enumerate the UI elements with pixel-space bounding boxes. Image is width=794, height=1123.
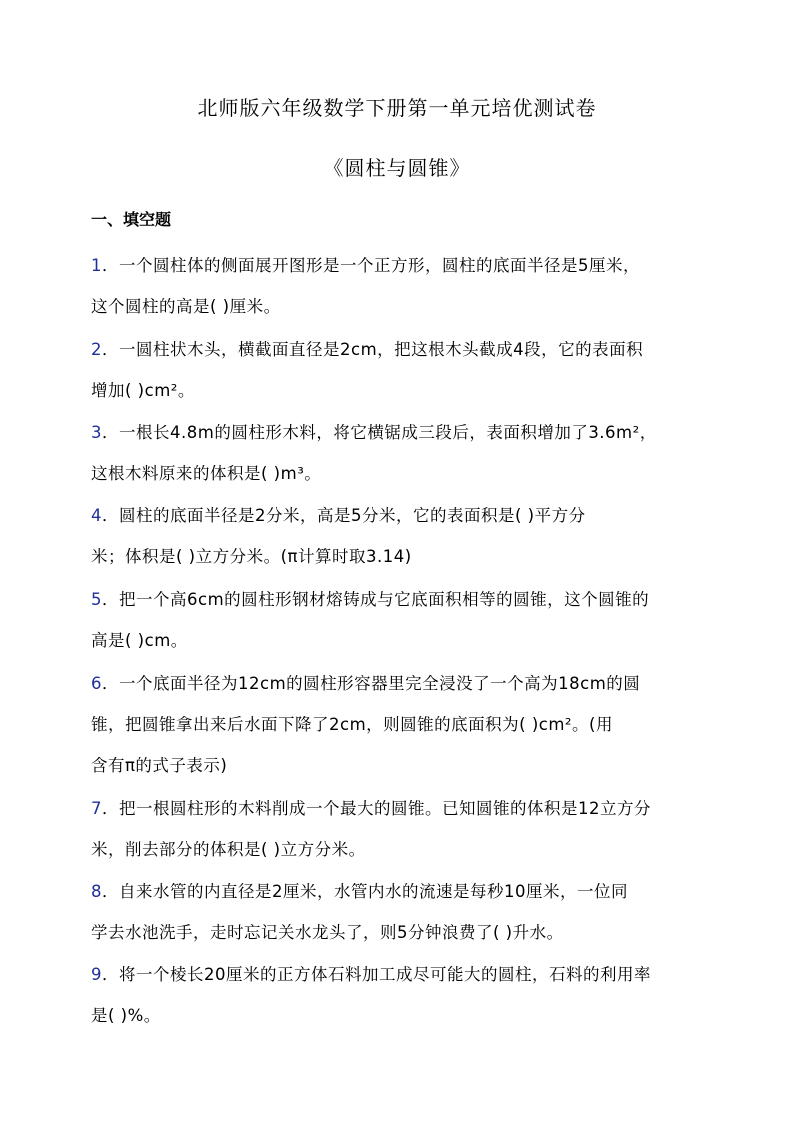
question-text: ．把一根圆柱形的木料削成一个最大的圆锥。已知圆锥的体积是12立方分 [102, 799, 651, 818]
question-6-line-1 [91, 670, 640, 694]
question-6-line-3 [91, 752, 227, 776]
question-text: 米，削去部分的体积是( )立方分米。 [91, 840, 366, 859]
question-7-line-1 [91, 795, 651, 819]
question-number: 4 [91, 506, 102, 525]
question-text: 这个圆柱的高是( )厘米。 [91, 297, 281, 316]
question-number: 6 [91, 674, 102, 693]
question-text: 学去水池洗手，走时忘记关水龙头了，则5分钟浪费了( )升水。 [91, 923, 564, 942]
question-text: ．一个圆柱体的侧面展开图形是一个正方形，圆柱的底面半径是5厘米， [102, 256, 640, 275]
question-text: 含有π的式子表示) [91, 756, 228, 775]
question-6-line-2 [91, 711, 613, 735]
question-text: 这根木料原来的体积是( )m³。 [91, 464, 322, 483]
question-3-line-1 [91, 419, 657, 443]
question-text: ．圆柱的底面半径是2分米，高是5分米，它的表面积是( )平方分 [102, 506, 586, 525]
question-text: ．自来水管的内直径是2厘米，水管内水的流速是每秒10厘米，一位同 [102, 882, 628, 901]
question-4-line-1 [91, 502, 586, 526]
question-1-line-2 [91, 293, 281, 317]
question-4-line-2 [91, 543, 412, 567]
question-number: 2 [91, 340, 102, 359]
question-text: 高是( )cm。 [91, 631, 188, 650]
question-text: 锥，把圆锥拿出来后水面下降了2cm，则圆锥的底面积为( )cm²。(用 [91, 715, 613, 734]
question-text: ．将一个棱长20厘米的正方体石料加工成尽可能大的圆柱，石料的利用率 [102, 965, 651, 984]
question-number: 9 [91, 965, 102, 984]
question-7-line-2 [91, 836, 366, 860]
question-text: ．一根长4.8m的圆柱形木料，将它横锯成三段后，表面积增加了3.6m²， [102, 423, 657, 442]
question-2-line-2 [91, 377, 195, 401]
question-number: 8 [91, 882, 102, 901]
question-8-line-1 [91, 878, 628, 902]
question-number: 3 [91, 423, 102, 442]
question-2-line-1 [91, 336, 643, 360]
question-text: 是( )%。 [91, 1006, 161, 1025]
question-text: 米；体积是( )立方分米。(π计算时取3.14) [91, 547, 412, 566]
question-text: ．把一个高6cm的圆柱形钢材熔铸成与它底面积相等的圆锥，这个圆锥的 [102, 590, 650, 609]
question-1-line-1 [91, 252, 640, 276]
question-5-line-1 [91, 586, 649, 610]
question-8-line-2 [91, 919, 564, 943]
question-3-line-2 [91, 460, 321, 484]
question-text: ．一个底面半径为12cm的圆柱形容器里完全浸没了一个高为18cm的圆 [102, 674, 641, 693]
question-9-line-2 [91, 1002, 161, 1026]
question-number: 7 [91, 799, 102, 818]
question-text: 增加( )cm²。 [91, 381, 195, 400]
question-9-line-1 [91, 961, 651, 985]
question-5-line-2 [91, 627, 188, 651]
question-number: 5 [91, 590, 102, 609]
section-heading: 一、填空题 [91, 210, 172, 229]
question-text: ．一圆柱状木头，横截面直径是2cm，把这根木头截成4段，它的表面积 [102, 340, 644, 359]
page-subtitle: 《圆柱与圆锥》 [323, 156, 471, 180]
question-number: 1 [91, 256, 102, 275]
page-title: 北师版六年级数学下册第一单元培优测试卷 [197, 96, 597, 120]
